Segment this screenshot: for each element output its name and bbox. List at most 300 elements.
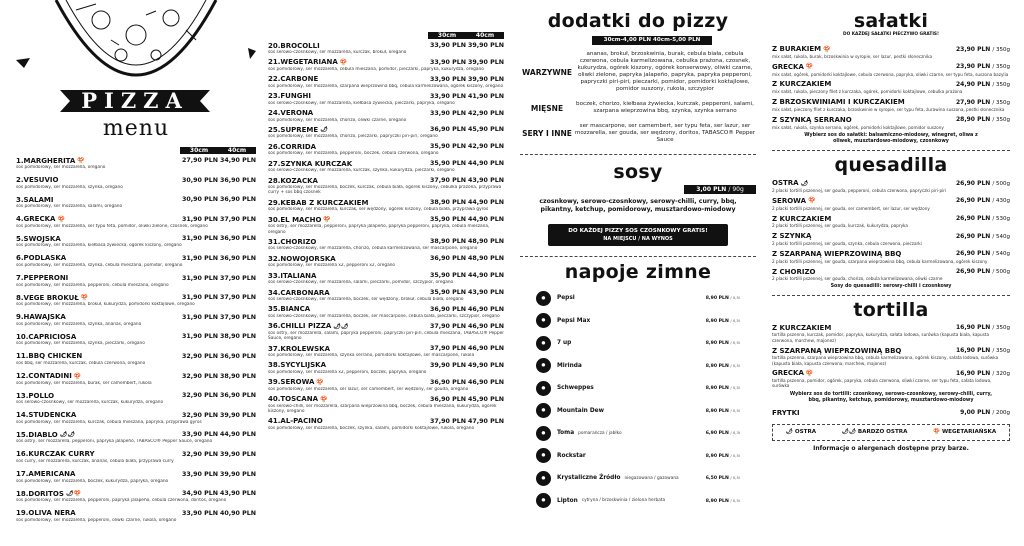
- pizza-item: [268, 159, 504, 173]
- price-30: 32,90 PLN: [181, 372, 218, 380]
- price-30: 37,90 PLN: [429, 177, 466, 185]
- pizza-name: 18.DORITOS 🌶🍄: [16, 489, 82, 498]
- price-40: 46,90 PLN: [467, 322, 504, 330]
- item-desc: tortilla pszenna, pomidor, ogórek, papryka, cebula czerwona, oliwki czarne, ser typu feta, sałata lodowa, surówka: [772, 378, 992, 389]
- drink-price: 8,90 PLN / 0,5l: [705, 317, 740, 324]
- price-30: 31,90 PLN: [181, 235, 218, 243]
- item-price: 16,90 PLN / 350g: [956, 347, 1010, 355]
- price-40: 40,90 PLN: [219, 509, 256, 517]
- promo-line1: DO KAŻDEJ PIZZY SOS CZOSNKOWY GRATIS!: [568, 228, 708, 234]
- drink-item: [536, 400, 740, 423]
- price-40: 45,90 PLN: [467, 395, 504, 403]
- item-desc: mix sałat, pieczony filet z kurczaka, brzoskwinie w syropie, ser typu feta, żurawina suszona, pestki słonecznika: [772, 106, 1005, 112]
- pizza-name: 31.CHORIZO: [268, 237, 317, 246]
- price-30: 39,90 PLN: [429, 361, 466, 369]
- dodatki-text: ser mascarpone, ser camembert, ser typu feta, ser lazur, ser mozzarella, ser gouda, ser wędzony, doritos, TABASCO® Pepper Sauce: [574, 123, 756, 143]
- pizza-item: [16, 313, 256, 327]
- pizza-desc: sos pomidorowy, ser mozzarella, chorizo, pieczarki, papryczki piri-piri, oregano: [268, 134, 438, 140]
- drink-name: Lipton: [557, 497, 578, 504]
- pizza-item: [16, 215, 256, 229]
- price-30: 35,90 PLN: [429, 143, 466, 151]
- salatki-item: [772, 115, 1010, 130]
- pizza-desc: sos pomidorowy, ser mozzarella, cebula mieszana, pomidor, pieczarki, papryka, kukurydza, oregano: [268, 66, 484, 72]
- pizza-item: [16, 411, 256, 425]
- pizza-desc: sos ostry, ser mozzarella, pepperoni, papryka jalapeño, papryka pepperoni, papryka, cebula mieszana, oregano: [268, 224, 490, 235]
- pizza-name: 4.GRECKA 🍄: [16, 215, 65, 224]
- divider: [520, 154, 756, 155]
- drink-price: 6,50 PLN / 0,5l: [705, 475, 740, 482]
- rockstar-logo-icon: ●: [536, 448, 551, 463]
- promo-box: [548, 224, 728, 246]
- item-name: Z CHORIZO: [772, 267, 816, 276]
- drink-name: Rockstar: [557, 452, 586, 459]
- mountain-dew-logo-icon: ●: [536, 403, 551, 418]
- price-30: 33,90 PLN: [429, 58, 466, 66]
- price-40: 36,90 PLN: [219, 196, 256, 204]
- dodatki-label: WARZYWNE: [521, 67, 573, 77]
- item-desc: mix sałat, ogórek, pomidorki koktajlowe, cebula czerwona, papryka, oliwki czarne, ser typu feta, suszona bazylia: [772, 71, 1009, 77]
- drink-item: [536, 490, 740, 513]
- hot-icon: 🌶: [320, 126, 328, 134]
- drink-name: Pepsi Max: [557, 317, 591, 324]
- pizza-name: 37.KRÓLEWSKA: [268, 344, 331, 353]
- divider: [772, 150, 1010, 151]
- price-40: 44,90 PLN: [467, 199, 504, 207]
- drink-name: Mountain Dew: [557, 407, 604, 414]
- price-40: 37,90 PLN: [219, 313, 256, 321]
- price-40: 37,90 PLN: [219, 294, 256, 302]
- price-40: 39,90 PLN: [467, 42, 504, 49]
- salatki-note: Wybierz sos do sałatki: balsamiczno-miodowy, winegret, oliwa z oliwek, musztardowo-miodowy, czosnkowy: [804, 132, 978, 145]
- drink-sub: cytryna / brzoskwinia / zielona herbata: [581, 498, 666, 504]
- price-30: 31,90 PLN: [181, 313, 218, 321]
- pizza-name: 1.MARGHERITA 🍄: [16, 156, 85, 165]
- pizza-name: 6.PODLASKA: [16, 254, 67, 263]
- pizza-desc: sos pomidorowy, ser mozzarella, brokuł, kukurydza, pomidorki koktajlowe, oregano: [16, 302, 195, 308]
- pizza-item: [268, 254, 504, 268]
- price-30: 30,90 PLN: [181, 196, 218, 204]
- pizza-item: [16, 234, 256, 248]
- pizza-item: [16, 470, 256, 484]
- pizza-item: [268, 109, 504, 123]
- pizza-name: 13.POLLO: [16, 391, 55, 400]
- item-desc: mix sałat, rukola, szynka serrano, ogórek, pomidorki koktajlowe, pomidor suszony: [772, 124, 944, 130]
- pizza-desc: sos pomidorowy, ser mozzarella, szynka, ananas, oregano: [16, 321, 142, 327]
- pizza-name: 32.NOWOJORSKA: [268, 254, 336, 263]
- pizza-name: 11.BBQ CHICKEN: [16, 352, 83, 361]
- sosy-unit: / 90g: [728, 186, 744, 193]
- divider: [772, 295, 1010, 296]
- pizza-name: 26.CORRIDA: [268, 142, 317, 151]
- drink-name: 7 up: [557, 340, 572, 347]
- price-30: 33,90 PLN: [429, 92, 466, 100]
- frytki-price: [960, 409, 1010, 416]
- pizza-column-mid: [268, 32, 504, 431]
- drink-sub: pomarańcza / jabłko: [578, 430, 622, 436]
- quesadilla-item: [772, 249, 1010, 264]
- dodatki-label: SERY I INNE: [522, 129, 572, 138]
- price-30: 36,90 PLN: [429, 305, 466, 313]
- pizza-name: 16.KURCZAK CURRY: [16, 450, 95, 459]
- pizza-desc: sos serowo-czosnkowy, ser mozzarella, salami, pieczarki, pomidor, szczypior, oregano: [268, 280, 454, 286]
- price-40: 39,90 PLN: [467, 75, 504, 83]
- pizza-item: [268, 322, 504, 342]
- vegetarian-icon: 🍄: [805, 63, 814, 71]
- item-name: Z KURCZAKIEM: [772, 214, 832, 223]
- pizza-item: [268, 142, 504, 156]
- vegetarian-icon: 🍄: [323, 216, 331, 224]
- pizza-desc: sos pomidorowy, ser mozzarella, oregano: [16, 165, 106, 170]
- price-40: 44,90 PLN: [467, 216, 504, 224]
- pizza-name: 34.CARBONARA: [268, 288, 330, 297]
- price-30: 30,90 PLN: [181, 176, 218, 184]
- price-30: 27,90 PLN: [181, 157, 218, 164]
- item-price: 16,90 PLN / 350g: [956, 324, 1010, 332]
- pizza-desc: sos pomidorowy, ser mozzarella x2, pepperoni x2, oregano: [268, 263, 396, 269]
- pizza-name: 5.SWOJSKA: [16, 234, 61, 243]
- drink-item: [536, 310, 740, 333]
- item-desc: 2 placki tortilli pszennej, ser gouda, szarpana wieprzowina bbq, cebula karmelizowana, ogórek kiszony: [772, 258, 988, 264]
- price-30: 32,90 PLN: [181, 392, 218, 400]
- item-price: 16,90 PLN / 320g: [956, 369, 1010, 377]
- dodatki-label: MIĘSNE: [530, 103, 564, 113]
- item-price: 26,90 PLN / 540g: [956, 250, 1010, 258]
- salatki-item: [772, 97, 1010, 112]
- tortilla-item: [772, 323, 1010, 343]
- price-40: 43,90 PLN: [467, 177, 504, 185]
- quesadilla-item: [772, 178, 1010, 193]
- pizza-desc: sos serowo-czosnkowy, ser mozzarella, kurczak, szynka, kukurydza, pieczarki, oregano: [268, 168, 455, 174]
- pizza-desc: sos pomidorowy, ser mozzarella, pepperoni, papryka jalapeño, cebula czerwona, doritos, oregano: [16, 498, 227, 504]
- vegetarian-icon: 🍄: [808, 197, 816, 205]
- pizza-name: 36.CHILLI PIZZA 🌶🌶: [268, 322, 349, 331]
- item-price: 27,90 PLN / 350g: [956, 98, 1010, 106]
- dodatki-text: ananas, brokuł, brzoskwinia, burak, cebula biała, cebula czerwona, cebula karmelizowana, cebulka prażona, czosnek, kukurydza, ogórek kiszony, ogórek konserwowy, oliwki czarne, oliwki zielone, papryka jalapeño, papryka, papryka pepperoni, papryczki piri-piri, pieczarki, pomidor, pomidorki koktajlowe, pomidor suszony, rukola, szczypior: [577, 51, 753, 92]
- pizza-name: 25.SUPREME 🌶: [268, 125, 328, 134]
- price-30: 32,90 PLN: [181, 411, 218, 419]
- price-30: 36,90 PLN: [429, 378, 466, 386]
- pizza-name: 29.KEBAB Z KURCZAKIEM: [268, 198, 369, 207]
- pizza-name: 40.TOSCANA 🍄: [268, 395, 328, 404]
- pizza-desc: sos pomidorowy, ser mozzarella, pepperoni, cebula mieszana, oregano: [16, 282, 169, 288]
- hot-vegetarian-icon: 🌶🍄: [65, 490, 82, 498]
- drink-price: 8,90 PLN / 0,5l: [705, 295, 740, 302]
- drink-sub: niegazowana / gazowana: [624, 475, 679, 481]
- pizza-name: 35.BIANCA: [268, 305, 311, 314]
- pizza-name: 2.VESUVIO: [16, 176, 59, 185]
- pizza-column-left: [16, 0, 256, 546]
- drink-name: Krystaliczne Źródło: [557, 475, 621, 482]
- price-40: 45,90 PLN: [467, 126, 504, 134]
- quesadilla-item: [772, 196, 1010, 211]
- pizza-desc: sos serowo-chilli, ser mozzarella, szarpana wieprzowina bbq, boczek, cebula mieszana, kukurydza, ogórek kiszony, oregano: [268, 403, 497, 414]
- price-40: 37,90 PLN: [219, 274, 256, 282]
- dodatki-group: [520, 51, 756, 93]
- item-price: 23,90 PLN / 350g: [956, 45, 1010, 53]
- legend: [772, 424, 1010, 441]
- pizza-desc: sos serowo-czosnkowy, ser mozzarella, chorizo, cebula karmelizowana, ser mascarpone, oregano: [268, 246, 478, 252]
- divider: [520, 256, 756, 257]
- pizza-desc: sos pomidorowy, ser mozzarella, pepperoni, boczek, cebula czerwona, oregano: [268, 151, 439, 157]
- price-30: 36,90 PLN: [429, 395, 466, 403]
- pizza-name: 3.SALAMI: [16, 195, 54, 204]
- drink-name: Toma: [557, 430, 575, 437]
- item-desc: 2 placki tortilli pszennej, ser gouda, chorizo, cebula karmelizowana, oliwki czarne: [772, 276, 943, 282]
- menu-title: menu: [102, 116, 170, 141]
- mirinda-logo-icon: ●: [536, 358, 551, 373]
- pizza-desc: sos curry, ser mozzarella, kurczak, ananas, cebula biała, przyprawa curry: [16, 458, 174, 464]
- napoje-title: napoje zimne: [564, 261, 712, 283]
- item-price: 23,90 PLN / 350g: [956, 63, 1010, 71]
- price-30: 37,90 PLN: [429, 345, 466, 353]
- price-30: 33,90 PLN: [429, 75, 466, 83]
- pizza-name: 20.BROCOLLI: [268, 41, 320, 50]
- price-30: 31,90 PLN: [181, 215, 218, 223]
- frytki-name: FRYTKI: [772, 408, 800, 417]
- pizza-item: [16, 156, 256, 170]
- price-30: 32,90 PLN: [181, 450, 218, 458]
- sosy-list: czosnkowy, serowo-czosnkowy, serowy-chilli, curry, bbq, pikantny, ketchup, pomidorowy, musztardowo-miodowy: [539, 198, 737, 213]
- pizza-item: [268, 58, 504, 72]
- pizza-item: [268, 344, 504, 358]
- price-40: 39,90 PLN: [219, 411, 256, 419]
- pizza-desc: sos serowo-czosnkowy, ser mozzarella, kurczak, kukurydza, oregano: [16, 400, 164, 406]
- price-40: 36,90 PLN: [219, 254, 256, 262]
- pizza-item: [268, 176, 504, 196]
- price-30: 33,90 PLN: [181, 431, 218, 439]
- pizza-item: [16, 450, 256, 464]
- drink-item: [536, 332, 740, 355]
- pizza-item: [268, 198, 504, 212]
- vegetarian-icon: 🍄: [805, 369, 814, 377]
- pizza-item: [16, 293, 256, 307]
- size-header: [268, 32, 504, 39]
- item-desc: 2 placki tortilli pszennej, ser gouda, kurczak, kukurydza, papryka: [772, 223, 908, 229]
- tortilla-note: Wybierz sos do tortilli: czosnkowy, serowo-czosnkowy, serowy-chilli, curry, bbq, pikantny, ketchup, pomidorowy, musztardowo-miodowy: [789, 391, 993, 403]
- pizza-desc: sos serowo-czosnkowy, ser mozzarella, boczek, ser wędzony, brokuł, cebula biała, oregano: [268, 297, 464, 303]
- logo-area: [16, 0, 256, 142]
- price-30: 35,90 PLN: [429, 289, 466, 297]
- pizza-desc: sos pomidorowy, ser mozzarella, ser typu feta, pomidor, oliwki zielone, czosnek, oregano: [16, 223, 208, 229]
- drink-price: 8,90 PLN / 0,5l: [705, 362, 740, 369]
- pizza-title: PIZZA: [81, 88, 189, 113]
- vegetarian-icon: 🍄: [80, 294, 89, 302]
- drink-item: [536, 445, 740, 468]
- pizza-item: [268, 288, 504, 302]
- price-30: 36,90 PLN: [429, 255, 466, 263]
- sosy-title: sosy: [613, 161, 663, 183]
- vegetarian-icon: 🍄: [77, 157, 85, 164]
- pizza-list-left: [16, 147, 256, 523]
- extras-column: [520, 10, 756, 512]
- price-40: 42,90 PLN: [467, 109, 504, 117]
- item-name: Z BURAKIEM 🍄: [772, 45, 831, 54]
- price-40: 36,90 PLN: [219, 352, 256, 360]
- quesadilla-title: quesadilla: [834, 154, 948, 177]
- item-price: 26,90 PLN / 530g: [956, 215, 1010, 223]
- price-40: 36,90 PLN: [219, 176, 256, 184]
- sosy-price-value: 3,00 PLN: [696, 186, 727, 193]
- pizza-desc: sos pomidorowy, ser mozzarella x2, pepperoni, boczek, papryka, oregano: [268, 369, 427, 375]
- pizza-item: [268, 361, 504, 375]
- drink-price: 8,90 PLN / 0,5l: [705, 497, 740, 504]
- pizza-name: 24.VERONA: [268, 109, 314, 118]
- pizza-item: [16, 332, 256, 346]
- pizza-item: [268, 41, 504, 55]
- legend-veg: [933, 429, 996, 435]
- item-desc: 2 placki tortilli pszennej, ser gouda, ser camembert, ser lazur, ser wędzony: [772, 205, 930, 211]
- quesadilla-item: [772, 214, 1010, 229]
- pizza-desc: sos pomidorowy, ser mozzarella, szynka, pieczarki, oregano: [16, 341, 145, 347]
- pizza-item: [268, 417, 504, 431]
- price-40: 47,90 PLN: [467, 417, 504, 425]
- pizza-name: 14.STUDENCKA: [16, 411, 77, 420]
- salatki-title: sałatki: [853, 10, 929, 32]
- pizza-desc: sos ostry, ser mozzarella, salami, papryka pepperoni, papryczki piri-piri, cebula mieszana, TABASCO® Pepper Sauce, oregano: [268, 330, 504, 342]
- pizza-name: 33.ITALIANA: [268, 271, 317, 280]
- pizza-desc: sos pomidorowy, ser mozzarella, kurczak, cebula mieszana, papryka, przyprawa gyros: [16, 419, 202, 425]
- pizza-name: 12.CONTADINI 🍄: [16, 372, 82, 381]
- allergen-footer: Informacje o alergenach dostępne przy barze.: [813, 444, 969, 452]
- price-40: 49,90 PLN: [467, 361, 504, 369]
- item-desc: 2 placki tortilli pszennej, ser gouda, pepperoni, cebula czerwona, papryczki piri-piri: [772, 187, 947, 193]
- price-30: 37,90 PLN: [429, 417, 466, 425]
- item-name: Z BRZOSKWINIAMI I KURCZAKIEM: [772, 98, 905, 107]
- drink-name: Schweppes: [557, 385, 594, 392]
- pizza-name: 38.SYCYLIJSKA: [268, 361, 327, 370]
- pizza-desc: sos pomidorowy, ser mozzarella, kiełbasa żywiecka, ogórek kiszony, oregano: [16, 243, 182, 249]
- pizza-item: [16, 352, 256, 366]
- item-name: Z SZYNKĄ: [772, 232, 812, 241]
- dodatki-text: boczek, chorizo, kiełbasa żywiecka, kurczak, pepperoni, salami, szarpana wieprzowina bbq, szynka, szynka serrano: [576, 101, 754, 114]
- frytki-item: [772, 408, 1010, 418]
- pizza-desc: sos bbq, ser mozzarella, kurczak, cebula czerwona, oregano: [16, 360, 146, 366]
- pepsi-max-logo-icon: ●: [536, 313, 551, 328]
- item-name: GRECKA 🍄: [772, 62, 814, 71]
- price-40: 41,90 PLN: [467, 92, 504, 100]
- drink-price: 8,90 PLN / 0,5l: [705, 407, 740, 414]
- schweppes-logo-icon: ●: [536, 381, 551, 396]
- right-column: [772, 10, 1010, 452]
- pizza-name: 19.OLIVA NERA: [16, 509, 76, 518]
- price-40: 34,90 PLN: [219, 157, 256, 164]
- pizza-desc: sos pomidorowy, ser mozzarella, szynka serrano, pomidorki koktajlowe, ser mascarpone, rukola: [268, 353, 475, 359]
- price-30: 36,90 PLN: [429, 126, 466, 134]
- pizza-item: [268, 305, 504, 319]
- item-name: SEROWA 🍄: [772, 196, 816, 205]
- pizza-name: 41.AL-PACINO: [268, 417, 323, 426]
- pizza-desc: sos pomidorowy, ser mozzarella, pepperoni, oliwki czarne, rukola, oregano: [16, 517, 177, 523]
- price-30: 32,90 PLN: [181, 352, 218, 360]
- pizza-desc: sos pomidorowy, ser mozzarella, salami, oregano: [16, 204, 123, 210]
- tortilla-title: tortilla: [853, 298, 929, 321]
- price-30: 38,90 PLN: [429, 199, 466, 207]
- dodatki-title: dodatki do pizzy: [547, 10, 729, 32]
- drink-item: [536, 355, 740, 378]
- promo-line2: NA MIEJSCU / NA WYNOS: [603, 236, 673, 242]
- sosy-price-row: [520, 185, 756, 194]
- vegetarian-icon: 🍄: [57, 215, 65, 223]
- pizza-desc: sos serowo-czosnkowy, ser mozzarella, kiełbasa żywiecka, pieczarki, papryka, oregano: [268, 100, 455, 106]
- price-30: 37,90 PLN: [429, 322, 466, 330]
- pizza-item: [16, 509, 256, 523]
- pizza-name: 10.CAPRICIOSA: [16, 332, 77, 341]
- pizza-desc: sos pomidorowy, ser mozzarella, kurczak, ser wędzony, ogórek kiszony, cebula biała, przyprawa gyros: [268, 207, 489, 213]
- price-40: 43,90 PLN: [219, 490, 256, 498]
- drink-price: 8,90 PLN / 0,5l: [705, 452, 740, 459]
- quesadilla-item: [772, 267, 1010, 282]
- size-small: 30cm: [428, 32, 466, 39]
- pizza-item: [16, 489, 256, 503]
- pizza-name: 15.DIABLO 🌶🌶: [16, 430, 75, 439]
- price-40: 42,90 PLN: [467, 143, 504, 151]
- price-30: 35,90 PLN: [429, 160, 466, 168]
- drink-price: 6,90 PLN / 0,3l: [705, 430, 740, 437]
- dodatki-group: [520, 101, 756, 115]
- size-small: 30cm: [180, 147, 218, 154]
- price-40: 39,90 PLN: [467, 58, 504, 66]
- size-header: [16, 147, 256, 154]
- vegetarian-icon: 🍄: [316, 378, 324, 386]
- drink-name: Pepsi: [557, 295, 575, 302]
- pizza-item: [268, 271, 504, 285]
- item-price: 28,90 PLN / 350g: [956, 116, 1010, 124]
- legend-hot: [786, 429, 816, 435]
- drink-item: [536, 377, 740, 400]
- drink-item: [536, 467, 740, 490]
- price-40: 48,90 PLN: [467, 255, 504, 263]
- price-30: 33,90 PLN: [181, 509, 218, 517]
- legend-very-hot: [842, 429, 908, 435]
- price-30: 31,90 PLN: [181, 333, 218, 341]
- pizza-item: [16, 176, 256, 190]
- pizza-desc: sos serowo-czosnkowy, ser mozzarella, kurczak, brokuł, oregano: [268, 50, 407, 55]
- frytki-weight: / 200g: [992, 410, 1010, 417]
- tortilla-item: [772, 369, 1010, 389]
- pizza-desc: sos pomidorowy, ser mozzarella, ser lazur, ser camembert, ser wędzony, ser gouda, oregano: [268, 386, 469, 392]
- drink-item: [536, 422, 740, 445]
- pizza-item: [268, 92, 504, 106]
- very-hot-icon: 🌶🌶: [333, 322, 349, 330]
- price-30: 31,90 PLN: [181, 254, 218, 262]
- toma-logo-icon: ●: [536, 426, 551, 441]
- item-name: GRECKA 🍄: [772, 369, 814, 378]
- size-large: 40cm: [218, 147, 256, 154]
- item-desc: mix sałat, rukola, burak, brzoskwinia w syropie, ser lazur, pestki słonecznika: [772, 53, 933, 59]
- drink-price: 8,90 PLN / 0,5l: [705, 385, 740, 392]
- salatki-subtitle: DO KAŻDEJ SAŁATKI PIECZYWO GRATIS!: [843, 32, 939, 37]
- size-large: 40cm: [466, 32, 504, 39]
- mushroom-icon: 🍄: [933, 429, 940, 436]
- pepsi-logo-icon: ●: [536, 291, 551, 306]
- pizza-name: 9.HAWAJSKA: [16, 313, 66, 322]
- quesadilla-item: [772, 232, 1010, 247]
- pizza-name: 27.SZYNKA KURCZAK: [268, 159, 353, 168]
- item-price: 24,90 PLN / 350g: [956, 80, 1010, 88]
- drink-name: Mirinda: [557, 362, 582, 369]
- pizza-item: [268, 125, 504, 139]
- salatki-item: [772, 80, 1010, 95]
- pizza-item: [16, 195, 256, 209]
- pizza-desc: sos pomidorowy, ser mozzarella, szynka, oregano: [16, 184, 123, 190]
- pizza-desc: sos pomidorowy, ser mozzarella, szynka, cebula mieszana, pomidor, oregano: [16, 262, 183, 268]
- price-40: 39,90 PLN: [219, 470, 256, 478]
- pizza-name: 8.VEGE BROKUŁ 🍄: [16, 293, 89, 302]
- price-40: 44,90 PLN: [467, 160, 504, 168]
- price-40: 44,90 PLN: [467, 272, 504, 280]
- pizza-desc: sos pomidorowy, ser mozzarella, szarpana wieprzowina bbq, cebula karmelizowana, ogórek kiszony, oregano: [268, 83, 504, 89]
- price-40: 36,90 PLN: [219, 392, 256, 400]
